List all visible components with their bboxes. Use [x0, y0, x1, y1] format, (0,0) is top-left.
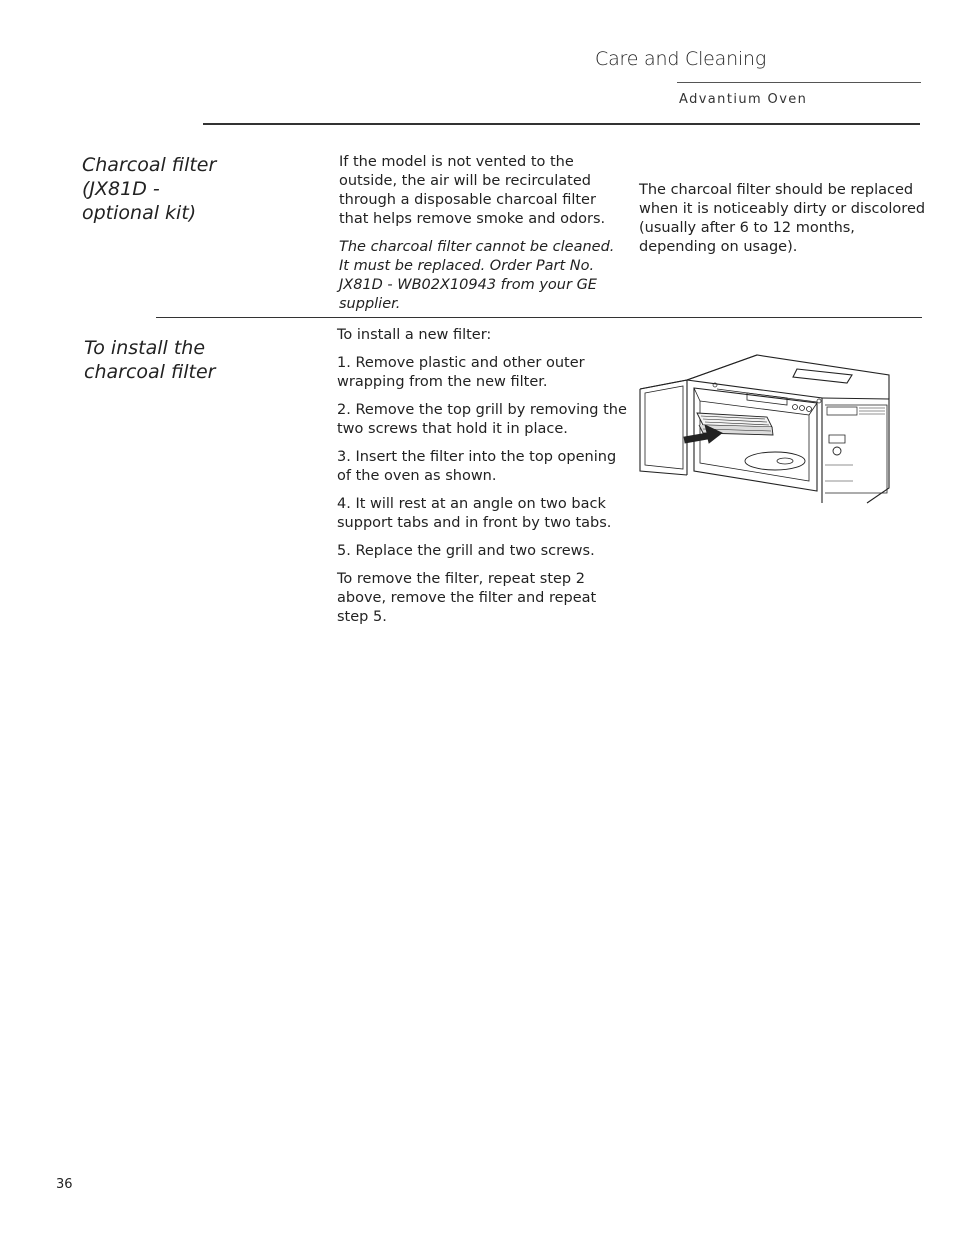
- top-divider: [203, 123, 920, 125]
- install-step-5: 5. Replace the grill and two screws.: [337, 543, 595, 559]
- charcoal-filter-heading: Charcoal filter (JX81D - optional kit): [82, 154, 217, 224]
- section-header-title: Care and Cleaning: [595, 48, 767, 70]
- recirculation-text: If the model is not vented to the outside, the air will be recirculated through a disposable charcoal filter that helps remove smoke and odors.: [339, 154, 606, 227]
- remove-filter-text: To remove the filter, repeat step 2 above, remove the filter and repeat step 5.: [337, 571, 597, 625]
- install-instructions: [337, 326, 629, 636]
- install-step-3: 3. Insert the filter into the top opening of the oven as shown.: [337, 449, 617, 484]
- charcoal-filter-description: [339, 153, 619, 314]
- replacement-part-note: The charcoal filter cannot be cleaned. It must be replaced. Order Part No. JX81D - WB02X10943 from your GE supplier.: [339, 239, 615, 312]
- install-step-4: 4. It will rest at an angle on two back support tabs and in front by two tabs.: [337, 496, 612, 531]
- header-divider: [677, 82, 921, 83]
- install-step-1: 1. Remove plastic and other outer wrapping from the new filter.: [337, 355, 585, 390]
- install-step-2: 2. Remove the top grill by removing the two screws that hold it in place.: [337, 402, 627, 437]
- replacement-interval-text: The charcoal filter should be replaced when it is noticeably dirty or discolored (usually after 6 to 12 months, depending on usage).: [639, 182, 926, 255]
- page-number: 36: [56, 1177, 73, 1192]
- install-filter-heading: To install the charcoal filter: [84, 337, 216, 383]
- replacement-interval: [639, 181, 929, 257]
- oven-filter-illustration: [637, 353, 892, 506]
- product-name: Advantium Oven: [679, 92, 808, 107]
- install-intro: To install a new filter:: [337, 327, 492, 343]
- section-divider: [156, 317, 922, 318]
